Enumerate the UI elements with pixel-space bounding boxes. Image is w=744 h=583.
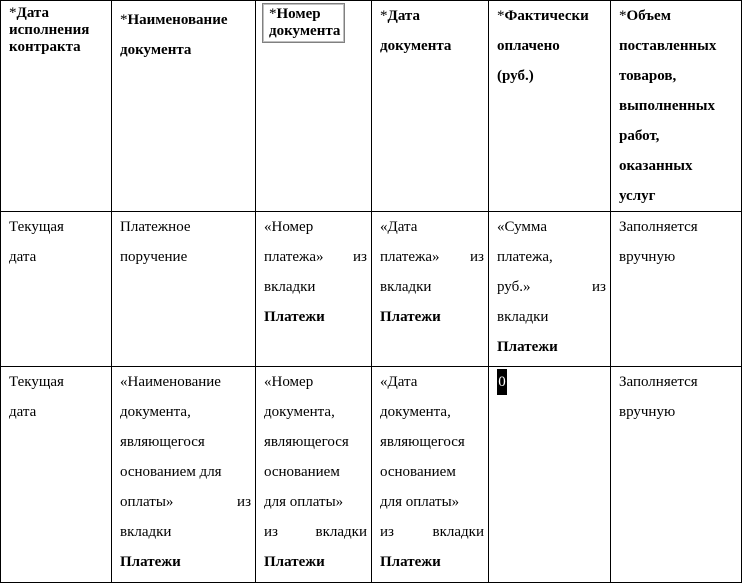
row1-document-date: «Дата платежа» из вкладки Платежи	[372, 212, 489, 367]
row2-document-date: «Дата документа, являющегося основанием для оплаты» из вкладки Платежи	[372, 367, 489, 583]
row1-actually-paid: «Сумма платежа, руб.» из вкладки Платежи	[489, 212, 611, 367]
table-row	[1, 367, 742, 583]
row2-document-number: «Номер документа, являющегося основанием для оплаты» из вкладки Платежи	[256, 367, 372, 583]
row2-volume-delivered: Заполняется вручную	[611, 367, 742, 583]
header-cell-actually-paid: *Фактически оплачено (руб.)	[489, 1, 611, 212]
header-cell-document-name: *Наименование документа	[112, 1, 256, 212]
row1-contract-date: Текущая дата	[1, 212, 112, 367]
row1-document-name: Платежное поручение	[112, 212, 256, 367]
row2-document-name: «Наименование документа, являющегося основанием для оплаты» из вкладки Платежи	[112, 367, 256, 583]
header-row	[1, 1, 742, 212]
header-cell-document-date: *Дата документа	[372, 1, 489, 212]
header-cell-contract-date: *Дата исполнения контракта	[1, 1, 112, 212]
document-number-field-frame: *Номер документа	[262, 3, 345, 43]
selected-value-cell[interactable]: 0	[497, 369, 507, 395]
row1-document-number: «Номер платежа» из вкладки Платежи	[256, 212, 372, 367]
row1-volume-delivered: Заполняется вручную	[611, 212, 742, 367]
header-cell-document-number	[256, 1, 372, 212]
header-cell-volume-delivered: *Объем поставленных товаров, выполненных работ, оказанных услуг	[611, 1, 742, 212]
table-row	[1, 212, 742, 367]
row2-actually-paid[interactable]	[489, 367, 611, 583]
row2-contract-date: Текущая дата	[1, 367, 112, 583]
